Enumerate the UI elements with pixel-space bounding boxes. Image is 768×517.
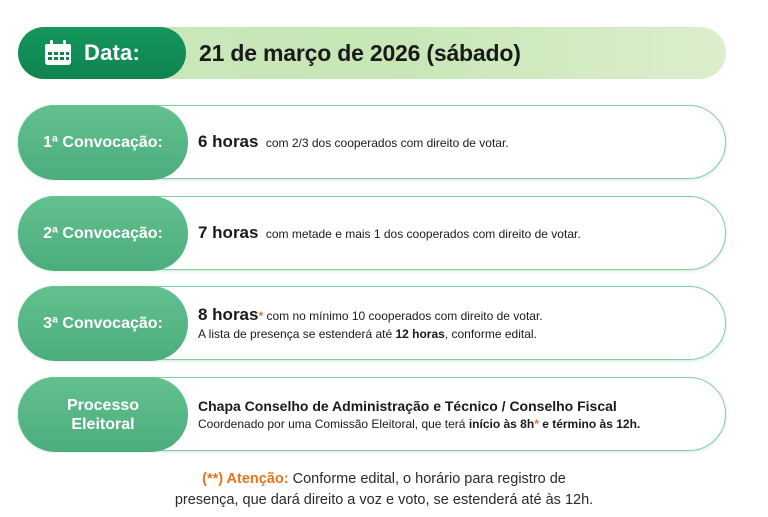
row-line2-pre: A lista de presença se estenderá até <box>198 327 396 341</box>
row-text: com metade e mais 1 dos cooperados com direito de votar. <box>265 227 581 241</box>
process-title: Chapa Conselho de Administração e Técnico / Conselho Fiscal <box>198 397 617 414</box>
row-content <box>198 196 706 270</box>
row-line <box>198 305 706 325</box>
process-tag-line1: Processo <box>66 396 140 414</box>
convocation-row-1 <box>18 105 726 179</box>
row-tag: 3ª Convocação: <box>18 286 188 361</box>
date-label: Data: <box>84 40 141 65</box>
row-text: com no mínimo 10 cooperados com direito de votar. <box>266 309 543 323</box>
row-line <box>198 223 706 243</box>
attention-label: (**) Atenção: <box>202 471 289 487</box>
row-tag: 2ª Convocação: <box>18 196 188 271</box>
row-hours: 7 horas <box>198 223 259 242</box>
attention-note <box>0 469 768 511</box>
row-line2-post: , conforme edital. <box>444 327 537 341</box>
process-tag <box>18 377 188 452</box>
note-line2: presença, que dará direito a voz e voto, se estenderá até às 12h. <box>174 492 594 508</box>
date-value: 21 de março de 2026 (sábado) <box>199 40 521 66</box>
convocation-row-3 <box>18 286 726 360</box>
process-sub-bold2: e término às 12h. <box>538 416 641 431</box>
row-hours: 8 horas <box>198 305 259 324</box>
process-tag-line2: Eleitoral <box>71 415 135 433</box>
convocation-row-2 <box>18 196 726 270</box>
process-subtitle <box>198 417 706 431</box>
asterisk-mark: * <box>258 309 264 323</box>
row-tag: 1ª Convocação: <box>18 105 188 180</box>
note-line1: Conforme edital, o horário para registro de <box>288 471 566 487</box>
row-text: com 2/3 dos cooperados com direito de votar. <box>265 136 509 150</box>
calendar-icon <box>44 40 72 66</box>
row-line <box>198 132 706 152</box>
row-line-2 <box>198 327 706 341</box>
row-content <box>198 286 706 360</box>
row-content <box>198 105 706 179</box>
date-label-pill <box>18 27 186 79</box>
row-line2-bold: 12 horas <box>395 327 445 341</box>
asterisk-mark: * <box>534 416 539 431</box>
process-sub-pre: Coordenado por uma Comissão Eleitoral, que terá <box>198 416 469 431</box>
process-sub-bold1: início às 8h <box>468 416 535 431</box>
process-row <box>18 377 726 451</box>
process-content <box>198 377 706 451</box>
row-hours: 6 horas <box>198 132 259 151</box>
